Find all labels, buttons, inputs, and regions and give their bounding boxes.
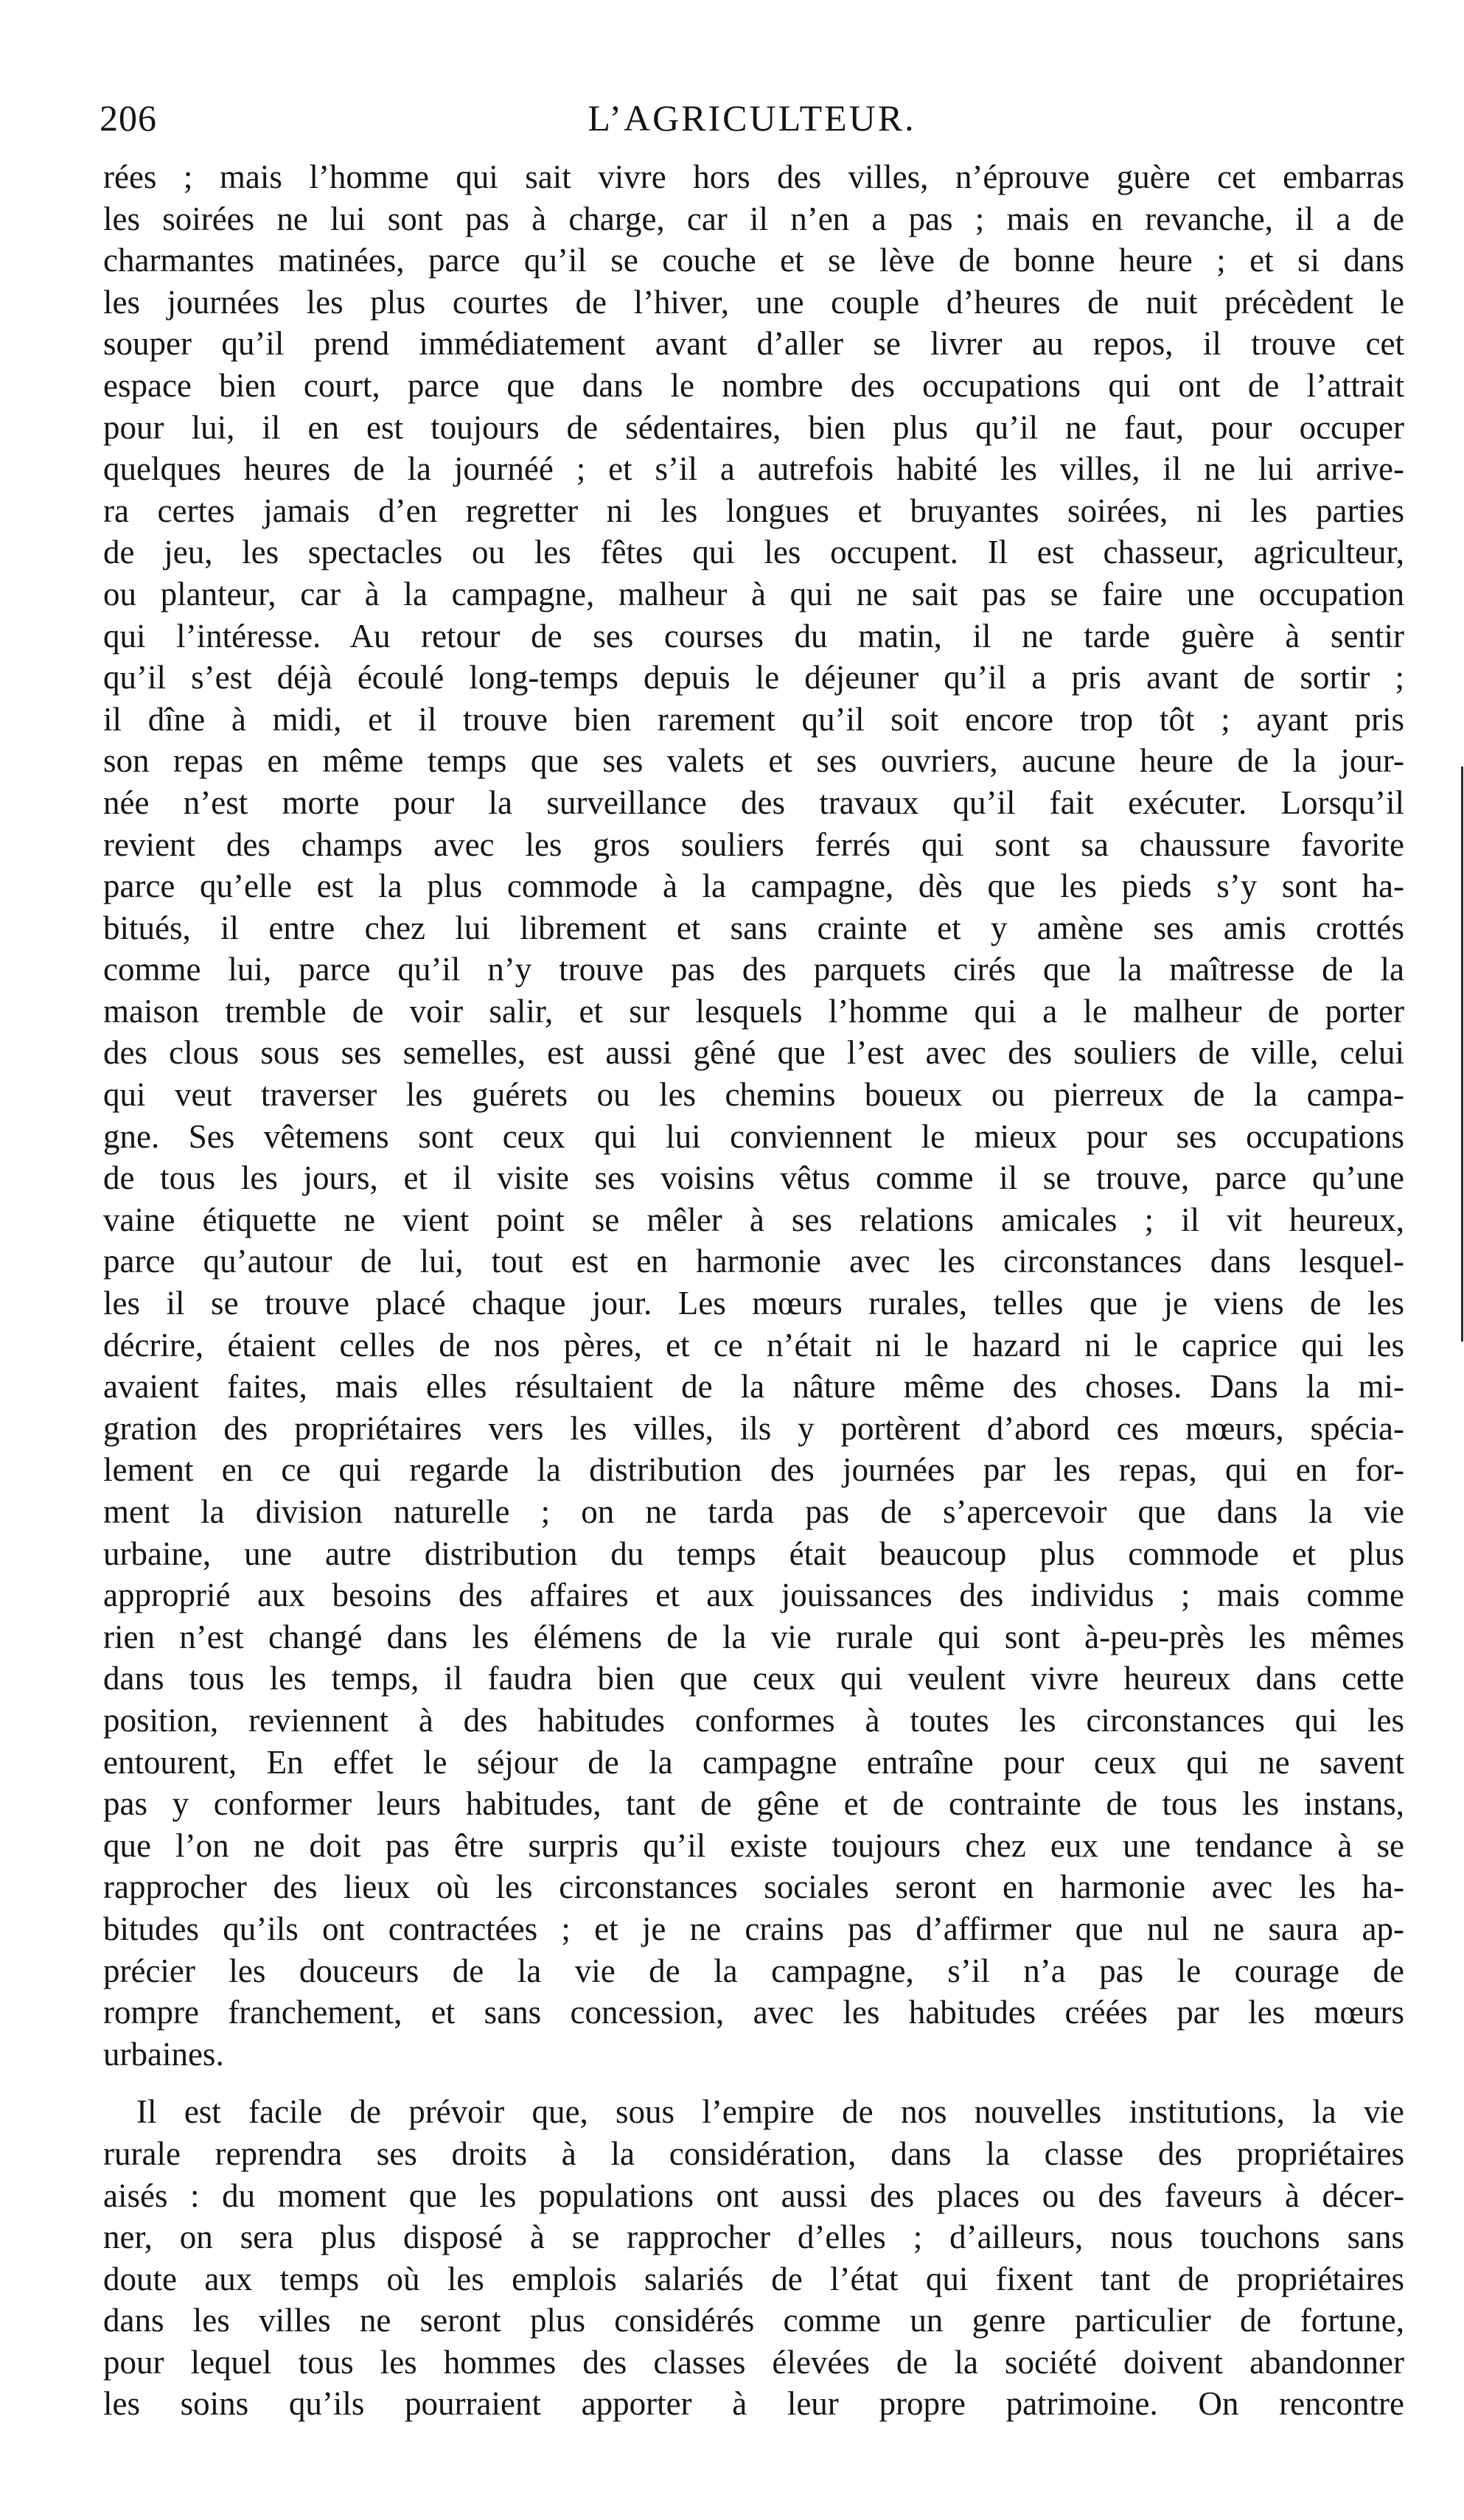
text-line: vaine étiquette ne vient point se mêler à ses relations amicales ; il vit heureux, — [103, 1201, 1404, 1238]
text-line: gne. Ses vêtemens sont ceux qui lui conviennent le mieux pour ses occupations — [103, 1117, 1404, 1155]
text-line: bitués, il entre chez lui librement et sans crainte et y amène ses amis crottés — [103, 909, 1404, 946]
text-line: comme lui, parce qu’il n’y trouve pas des parquets cirés que la maîtresse de la — [103, 951, 1404, 988]
text-line: espace bien court, parce que dans le nombre des occupations qui ont de l’attrait — [103, 366, 1404, 404]
text-line: Il est facile de prévoir que, sous l’empire de nos nouvelles institutions, la vie — [136, 2093, 1404, 2131]
text-line: urbaine, une autre distribution du temps était beaucoup plus commode et plus — [103, 1535, 1404, 1572]
text-line: approprié aux besoins des affaires et aux jouissances des individus ; mais comme — [103, 1577, 1404, 1614]
text-line: décrire, étaient celles de nos pères, et ce n’était ni le hazard ni le caprice qui les — [103, 1326, 1404, 1364]
text-line: rien n’est changé dans les élémens de la vie rurale qui sont à-peu-près les mêmes — [103, 1618, 1404, 1655]
text-line: pour lequel tous les hommes des classes élevées de la société doivent abandonner — [103, 2343, 1404, 2381]
text-line: dans les villes ne seront plus considérés comme un genre particulier de fortune, — [103, 2302, 1404, 2339]
text-line: avaient faites, mais elles résultaient de la nâture même des choses. Dans la mi- — [103, 1368, 1404, 1406]
text-line: souper qu’il prend immédiatement avant d’aller se livrer au repos, il trouve cet — [103, 325, 1404, 363]
margin-rule — [1461, 767, 1463, 1341]
text-line: rapprocher des lieux où les circonstances sociales seront en harmonie avec les ha- — [103, 1868, 1404, 1906]
text-line: quelques heures de la journéé ; et s’il a autrefois habité les villes, il ne lui arrive- — [103, 450, 1404, 488]
text-line: ment la division naturelle ; on ne tarda pas de s’apercevoir que dans la vie — [103, 1493, 1404, 1530]
paragraph-gap — [103, 2075, 1404, 2091]
page-header — [100, 88, 1404, 147]
page-number: 206 — [100, 97, 157, 139]
text-line: que l’on ne doit pas être surpris qu’il existe toujours chez eux une tendance à se — [103, 1826, 1404, 1864]
paragraph — [103, 2091, 1404, 2425]
text-line: rompre franchement, et sans concession, avec les habitudes créées par les mœurs — [103, 1994, 1404, 2031]
text-line: ou planteur, car à la campagne, malheur à qui ne sait pas se faire une occupation — [103, 575, 1404, 612]
text-line: rurale reprendra ses droits à la considération, dans la classe des propriétaires — [103, 2135, 1404, 2172]
text-line: née n’est morte pour la surveillance des travaux qu’il fait exécuter. Lorsqu’il — [103, 783, 1404, 821]
text-line: rées ; mais l’homme qui sait vivre hors des villes, n’éprouve guère cet embarras — [103, 158, 1404, 195]
text-line: de jeu, les spectacles ou les fêtes qui les occupent. Il est chasseur, agriculteur, — [103, 534, 1404, 571]
text-line: les soirées ne lui sont pas à charge, car il n’en a pas ; mais en revanche, il a de — [103, 200, 1404, 237]
text-line: aisés : du moment que les populations ont aussi des places ou des faveurs à décer- — [103, 2177, 1404, 2214]
text-line: ra certes jamais d’en regretter ni les longues et bruyantes soirées, ni les parties — [103, 492, 1404, 529]
running-title: L’AGRICULTEUR. — [588, 97, 916, 139]
text-line: qu’il s’est déjà écoulé long-temps depuis le déjeuner qu’il a pris avant de sortir ; — [103, 659, 1404, 697]
text-line: qui veut traverser les guérets ou les chemins boueux ou pierreux de la campa- — [103, 1076, 1404, 1114]
text-line: des clous sous ses semelles, est aussi gêné que l’est avec des souliers de ville, celui — [103, 1034, 1404, 1072]
text-line: bitudes qu’ils ont contractées ; et je ne crains pas d’affirmer que nul ne saura ap- — [103, 1910, 1404, 1947]
text-line: de tous les jours, et il visite ses voisins vêtus comme il se trouve, parce qu’une — [103, 1159, 1404, 1197]
text-line: pas y conformer leurs habitudes, tant de gêne et de contrainte de tous les instans, — [103, 1785, 1404, 1823]
text-line: les journées les plus courtes de l’hiver, une couple d’heures de nuit précèdent le — [103, 283, 1404, 321]
text-line: les il se trouve placé chaque jour. Les mœurs rurales, telles que je viens de les — [103, 1285, 1404, 1322]
text-line: pour lui, il en est toujours de sédentaires, bien plus qu’il ne faut, pour occuper — [103, 408, 1404, 446]
text-line: il dîne à midi, et il trouve bien rarement qu’il soit encore trop tôt ; ayant pris — [103, 700, 1404, 738]
text-line: urbaines. — [103, 2035, 224, 2073]
text-line: lement en ce qui regarde la distribution des journées par les repas, qui en for- — [103, 1451, 1404, 1489]
text-line: les soins qu’ils pourraient apporter à leur propre patrimoine. On rencontre — [103, 2385, 1404, 2423]
body-text — [103, 156, 1404, 2425]
text-line: parce qu’autour de lui, tout est en harmonie avec les circonstances dans lesquel- — [103, 1243, 1404, 1280]
text-line: position, reviennent à des habitudes conformes à toutes les circonstances qui les — [103, 1701, 1404, 1739]
text-line: précier les douceurs de la vie de la campagne, s’il n’a pas le courage de — [103, 1952, 1404, 1989]
text-line: charmantes matinées, parce qu’il se couche et se lève de bonne heure ; et si dans — [103, 242, 1404, 279]
text-line: ner, on sera plus disposé à se rapprocher d’elles ; d’ailleurs, nous touchons sans — [103, 2219, 1404, 2256]
paragraph — [103, 156, 1404, 2075]
text-line: maison tremble de voir salir, et sur lesquels l’homme qui a le malheur de porter — [103, 992, 1404, 1030]
text-line: son repas en même temps que ses valets et ses ouvriers, aucune heure de la jour- — [103, 742, 1404, 780]
text-line: entourent, En effet le séjour de la campagne entraîne pour ceux qui ne savent — [103, 1743, 1404, 1781]
text-line: doute aux temps où les emplois salariés de l’état qui fixent tant de propriétaires — [103, 2260, 1404, 2297]
text-line: parce qu’elle est la plus commode à la campagne, dès que les pieds s’y sont ha- — [103, 868, 1404, 905]
text-line: gration des propriétaires vers les villes, ils y portèrent d’abord ces mœurs, spécia- — [103, 1409, 1404, 1447]
text-line: revient des champs avec les gros souliers ferrés qui sont sa chaussure favorite — [103, 826, 1404, 863]
text-line: dans tous les temps, il faudra bien que ceux qui veulent vivre heureux dans cette — [103, 1660, 1404, 1697]
text-line: qui l’intéresse. Au retour de ses courses du matin, il ne tarde guère à sentir — [103, 617, 1404, 655]
